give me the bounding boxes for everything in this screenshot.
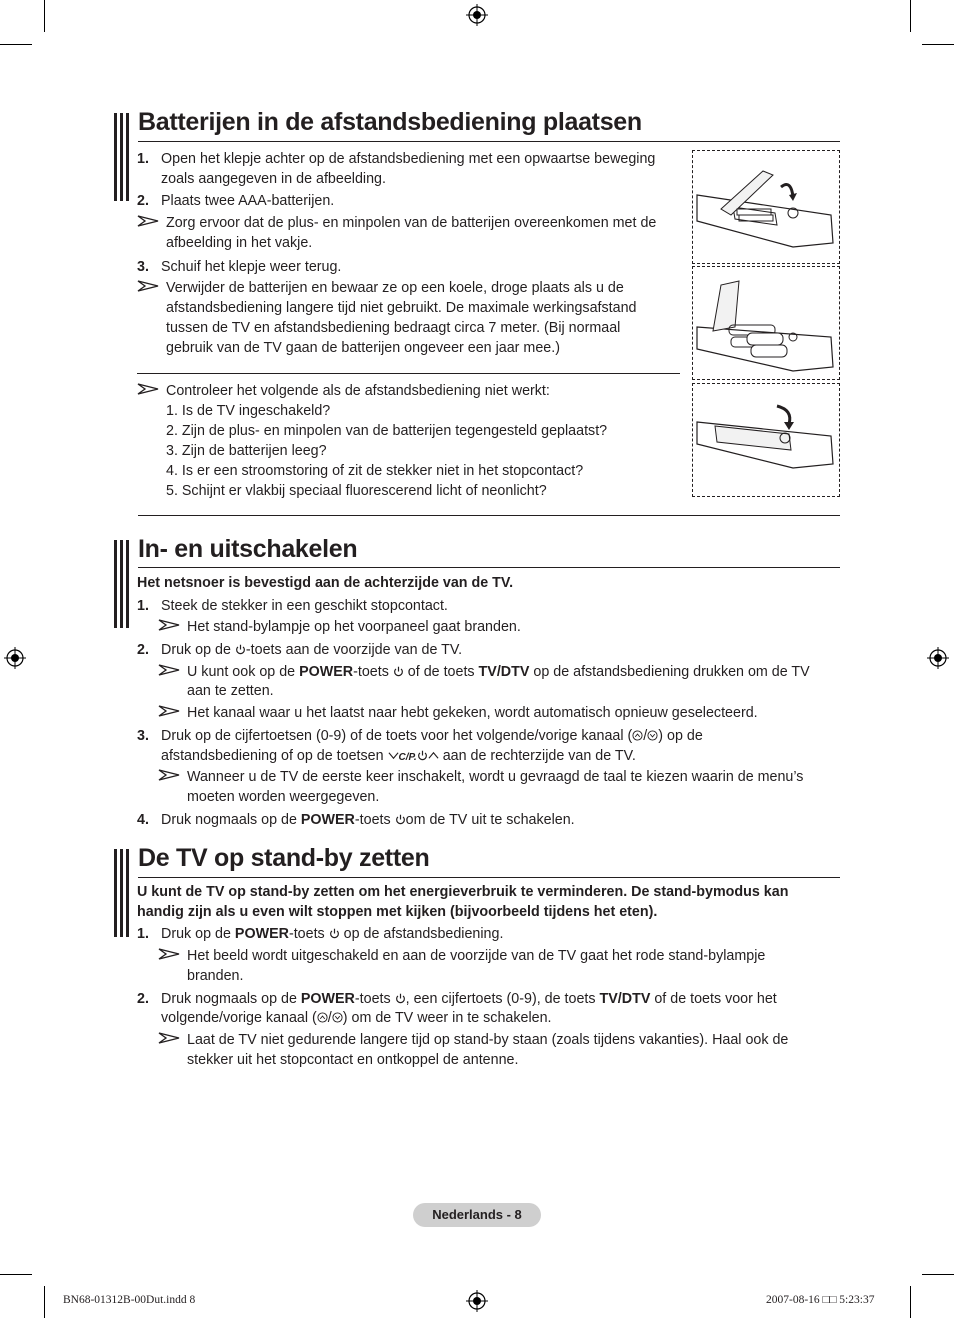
power-icon xyxy=(395,993,406,1004)
note-arrow-icon xyxy=(158,769,180,781)
remote-close-cover-illustration xyxy=(692,383,840,497)
note-arrow-icon xyxy=(158,619,180,631)
crop-mark xyxy=(0,44,32,45)
note-text: U kunt ook op de POWER-toets of de toets TV/DTV op de afstandsbediening drukken om de TV xyxy=(187,664,810,680)
step-number: 3. xyxy=(137,259,149,275)
section-intro: U kunt de TV op stand-by zetten om het energieverbruik te verminderen. De stand-bymodus kan xyxy=(137,884,789,900)
note-text: Het kanaal waar u het laatst naar hebt gekeken, wordt automatisch opnieuw geselecteerd. xyxy=(187,705,758,721)
section-bar xyxy=(120,540,123,628)
crop-mark xyxy=(922,1274,954,1275)
step-number: 1. xyxy=(137,598,149,614)
channel-down-icon xyxy=(332,1012,343,1023)
divider xyxy=(137,373,680,374)
remote-open-cover-illustration xyxy=(692,150,840,264)
note-text: moeten worden weergegeven. xyxy=(187,789,380,805)
check-item: 1. Is de TV ingeschakeld? xyxy=(166,403,331,419)
date-slug: 2007-08-16 □□ 5:23:37 xyxy=(766,1294,875,1306)
note-text: Wanneer u de TV de eerste keer inschakelt, wordt u gevraagd de taal te kiezen waarin de menu’s xyxy=(187,769,804,785)
step-text: volgende/vorige kanaal ( / ) om de TV weer in te schakelen. xyxy=(161,1010,552,1026)
step-text: Plaats twee AAA-batterijen. xyxy=(161,193,335,209)
section-bar xyxy=(126,849,129,937)
step-text: Open het klepje achter op de afstandsbediening met een opwaartse beweging xyxy=(161,151,656,167)
step-text: Schuif het klepje weer terug. xyxy=(161,259,342,275)
step-number: 2. xyxy=(137,642,149,658)
note-text: Zorg ervoor dat de plus- en minpolen van de batterijen overeenkomen met de xyxy=(166,215,657,231)
crop-mark xyxy=(922,44,954,45)
step-text: Druk op de cijfertoetsen (0-9) of de toets voor het volgende/vorige kanaal ( / ) op de xyxy=(161,728,703,744)
step-number: 2. xyxy=(137,991,149,1007)
step-text: Steek de stekker in een geschikt stopcontact. xyxy=(161,598,448,614)
note-text: aan te zetten. xyxy=(187,683,274,699)
crop-mark xyxy=(44,0,45,32)
registration-mark-icon xyxy=(466,4,488,26)
note-text: afbeelding in het vakje. xyxy=(166,235,313,251)
title-underline xyxy=(138,141,840,142)
section-bar xyxy=(126,540,129,628)
power-icon xyxy=(395,814,406,825)
note-text: Het beeld wordt uitgeschakeld en aan de voorzijde van de TV gaat het rode stand-bylampje xyxy=(187,948,766,964)
title-underline xyxy=(138,877,840,878)
crop-mark xyxy=(910,0,911,32)
section-title: In- en uitschakelen xyxy=(138,535,358,563)
step-text: Druk nogmaals op de POWER-toets om de TV uit te schakelen. xyxy=(161,812,575,828)
step-text: Druk op de -toets aan de voorzijde van de TV. xyxy=(161,642,463,658)
channel-down-icon xyxy=(647,730,658,741)
note-text: gebruik van de TV gaan de batterijen ongeveer een jaar mee.) xyxy=(166,340,560,356)
note-text: tussen de TV en afstandsbediening bedraagt circa 7 meter. (Bij normaal xyxy=(166,320,621,336)
step-text: zoals aangegeven in de afbeelding. xyxy=(161,171,386,187)
note-text: Verwijder de batterijen en bewaar ze op een koele, droge plaats als u de xyxy=(166,280,624,296)
page-number-badge: Nederlands - 8 xyxy=(413,1203,541,1227)
section-divider xyxy=(138,515,840,516)
chevron-up-icon xyxy=(428,750,439,761)
remote-insert-batteries-illustration xyxy=(692,266,840,380)
check-item: 2. Zijn de plus- en minpolen van de batterijen tegengesteld geplaatst? xyxy=(166,423,608,439)
note-text: Het stand-bylampje op het voorpaneel gaat branden. xyxy=(187,619,521,635)
channel-up-icon xyxy=(632,730,643,741)
note-arrow-icon xyxy=(158,1032,180,1044)
section-bar xyxy=(120,113,123,201)
step-number: 2. xyxy=(137,193,149,209)
note-text: Laat de TV niet gedurende langere tijd op stand-by staan (zoals tijdens vakanties). Haal ook de xyxy=(187,1032,789,1048)
section-intro: handig zijn als u even wilt stoppen met kijken (bijvoorbeeld tijdens het eten). xyxy=(137,904,658,920)
note-arrow-icon xyxy=(137,215,159,227)
check-item: 4. Is er een stroomstoring of zit de stekker niet in het stopcontact? xyxy=(166,463,584,479)
crop-mark xyxy=(0,1274,32,1275)
channel-up-icon xyxy=(317,1012,328,1023)
registration-mark-icon xyxy=(4,647,26,669)
note-text: stekker uit het stopcontact en ontkoppel de antenne. xyxy=(187,1052,519,1068)
note-arrow-icon xyxy=(137,383,159,395)
power-icon xyxy=(393,666,404,677)
step-number: 3. xyxy=(137,728,149,744)
crop-mark xyxy=(44,1286,45,1318)
note-arrow-icon xyxy=(158,664,180,676)
note-arrow-icon xyxy=(137,280,159,292)
power-icon xyxy=(235,644,246,655)
chevron-down-icon xyxy=(388,750,399,761)
step-text: Druk op de POWER-toets op de afstandsbediening. xyxy=(161,926,504,942)
note-arrow-icon xyxy=(158,705,180,717)
section-bar xyxy=(114,540,117,628)
step-text: afstandsbediening of op de toetsen C/P. aan de rechterzijde van de TV. xyxy=(161,748,636,764)
section-bar xyxy=(126,113,129,201)
note-text: afstandsbediening langere tijd niet gebruikt. De maximale werkingsafstand xyxy=(166,300,637,316)
registration-mark-icon xyxy=(466,1290,488,1312)
check-item: 5. Schijnt er vlakbij speciaal fluorescerend licht of neonlicht? xyxy=(166,483,547,499)
crop-mark xyxy=(910,1286,911,1318)
file-slug: BN68-01312B-00Dut.indd 8 xyxy=(63,1294,196,1306)
power-icon xyxy=(329,928,340,939)
section-bar xyxy=(120,849,123,937)
note-text: Controleer het volgende als de afstandsbediening niet werkt: xyxy=(166,383,550,399)
section-bar xyxy=(114,113,117,201)
step-number: 1. xyxy=(137,151,149,167)
section-bar xyxy=(114,849,117,937)
note-text: branden. xyxy=(187,968,244,984)
power-icon xyxy=(417,750,428,761)
section-intro: Het netsnoer is bevestigd aan de achterzijde van de TV. xyxy=(137,575,514,591)
note-arrow-icon xyxy=(158,948,180,960)
step-text: Druk nogmaals op de POWER-toets , een cijfertoets (0-9), de toets TV/DTV of de toets voor het xyxy=(161,991,777,1007)
check-item: 3. Zijn de batterijen leeg? xyxy=(166,443,327,459)
title-underline xyxy=(138,567,840,568)
registration-mark-icon xyxy=(927,647,949,669)
section-title: Batterijen in de afstandsbediening plaatsen xyxy=(138,108,642,136)
step-number: 1. xyxy=(137,926,149,942)
section-title: De TV op stand-by zetten xyxy=(138,844,430,872)
step-number: 4. xyxy=(137,812,149,828)
